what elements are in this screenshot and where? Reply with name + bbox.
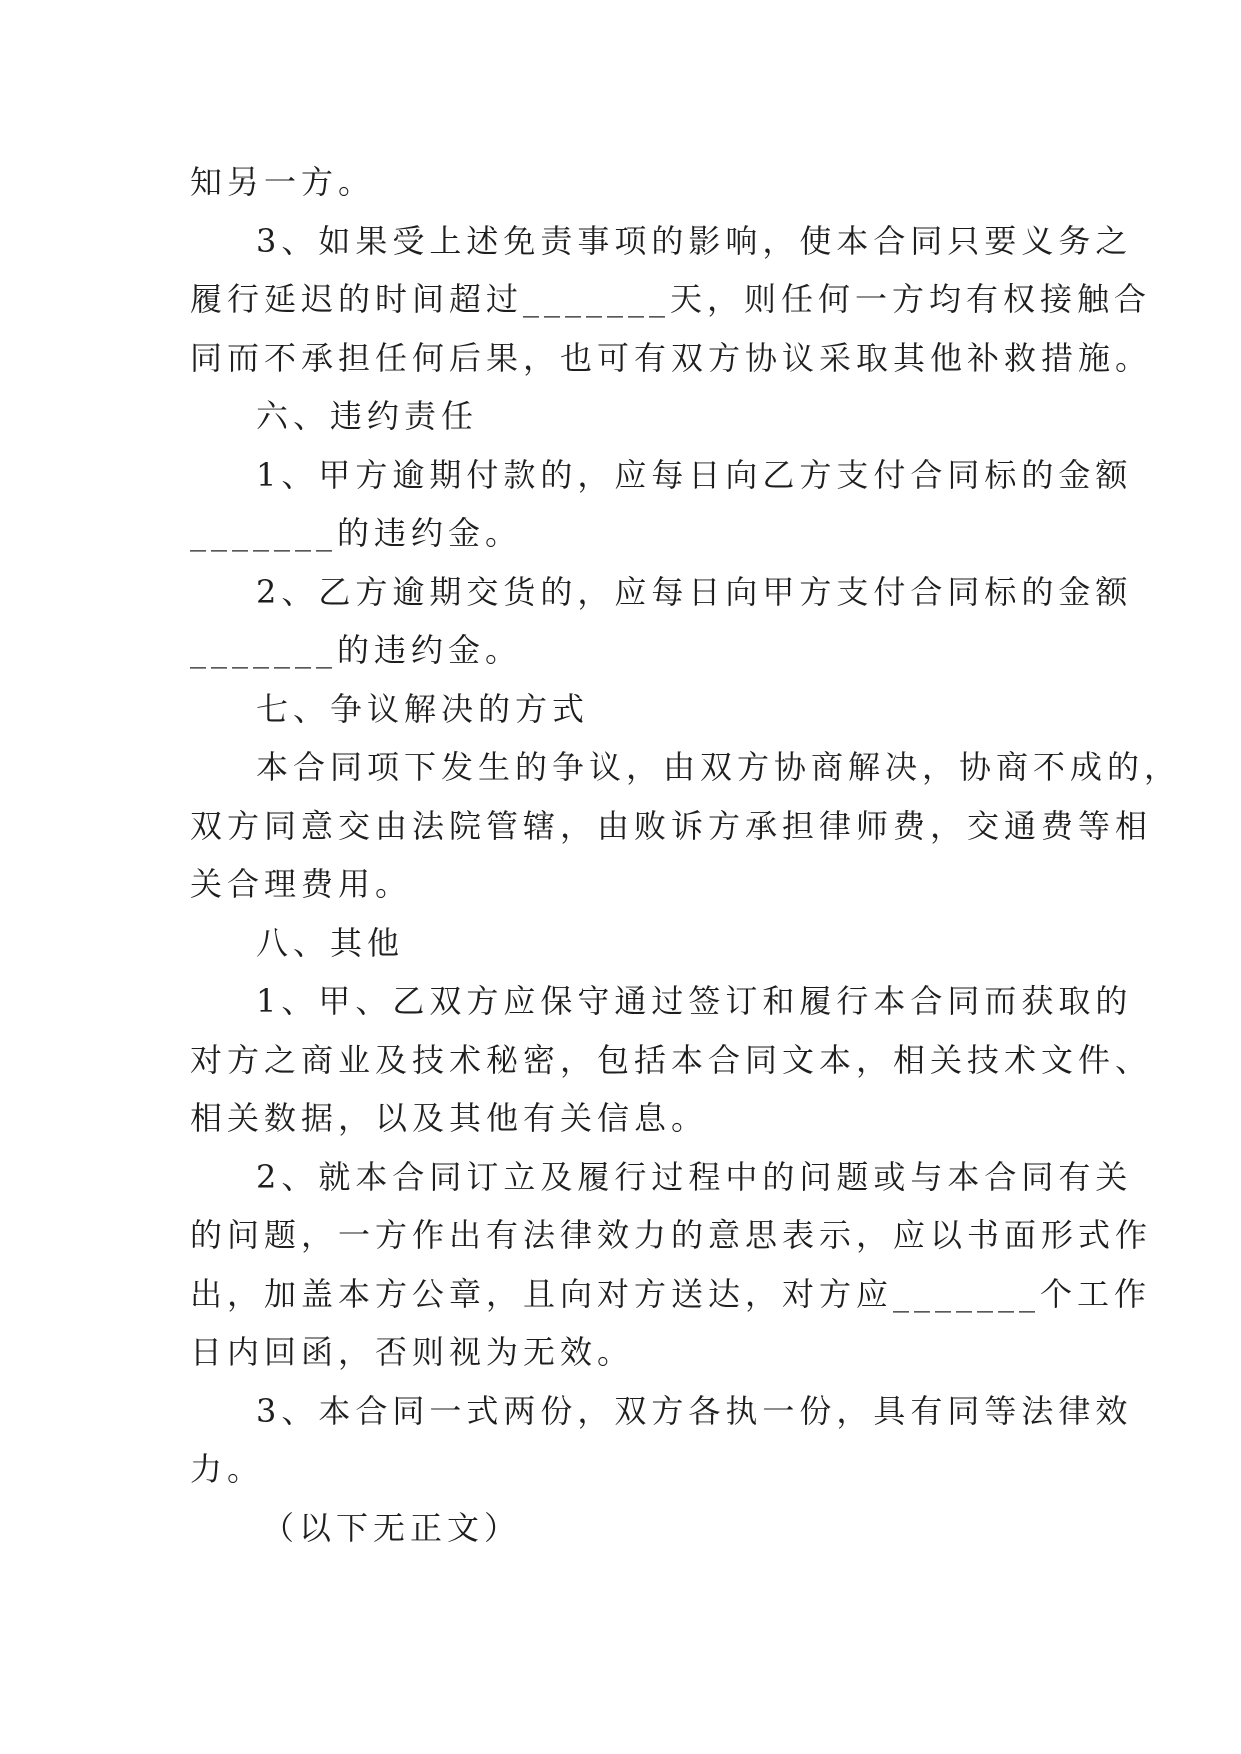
text-line: 的问题，一方作出有法律效力的意思表示，应以书面形式作 <box>190 1216 1153 1254</box>
text-line: 出，加盖本方公章，且向对方送达，对方应_______个工作 <box>190 1274 1152 1313</box>
text-line: 力。 <box>190 1450 265 1488</box>
text-line: 同而不承担任何后果，也可有双方协议采取其他补救措施。 <box>190 338 1153 377</box>
section-heading: 七、争议解决的方式 <box>256 689 590 728</box>
end-note: （以下无正文） <box>262 1508 522 1547</box>
text-line: 3、如果受上述免责事项的影响，使本合同只要义务之 <box>256 221 1133 260</box>
text-line: _______的违约金。 <box>190 631 523 669</box>
text-line: 1、甲、乙双方应保守通过签订和履行本合同而获取的 <box>256 982 1133 1020</box>
section-heading: 八、其他 <box>256 923 405 962</box>
text-line: 2、乙方逾期交货的，应每日向甲方支付合同标的金额 <box>256 572 1133 611</box>
text-line: _______的违约金。 <box>190 514 523 552</box>
contract-text-body <box>190 153 1182 1557</box>
text-line: 双方同意交由法院管辖，由败诉方承担律师费，交通费等相 <box>190 806 1153 845</box>
section-heading: 六、违约责任 <box>256 397 479 435</box>
text-line: 2、就本合同订立及履行过程中的问题或与本合同有关 <box>256 1157 1133 1196</box>
text-line: 本合同项下发生的争议，由双方协商解决，协商不成的， <box>256 748 1182 786</box>
text-line: 对方之商业及技术秘密，包括本合同文本，相关技术文件、 <box>190 1040 1153 1079</box>
text-line: 3、本合同一式两份，双方各执一份，具有同等法律效 <box>256 1391 1133 1430</box>
text-line: 相关数据，以及其他有关信息。 <box>190 1099 709 1137</box>
text-line: 知另一方。 <box>190 163 376 201</box>
text-line: 履行延迟的时间超过_______天，则任何一方均有权接触合 <box>190 280 1152 318</box>
text-line: 日内回函，否则视为无效。 <box>190 1333 635 1371</box>
text-line: 关合理费用。 <box>190 865 413 903</box>
text-line: 1、甲方逾期付款的，应每日向乙方支付合同标的金额 <box>256 455 1133 494</box>
